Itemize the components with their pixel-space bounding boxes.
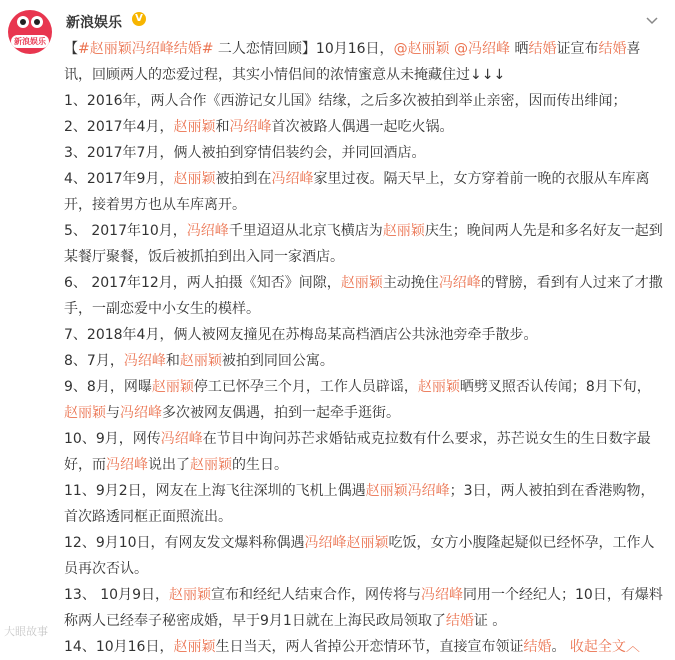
post-paragraph <box>64 140 664 166</box>
avatar-eye-left <box>17 16 29 28</box>
post-text: 的臂膀，看到有人过来了才撒手，一副恋爱中小女生的模样。 <box>64 275 663 317</box>
highlight-link[interactable]: 结婚 <box>598 41 627 57</box>
post-text: 喜讯，回顾两人的恋爱过程，其实小情侣间的浓情蜜意从未掩藏住过↓↓↓ <box>64 41 641 83</box>
avatar-label: 新浪娱乐 <box>11 35 49 48</box>
highlight-link[interactable]: 冯绍峰 <box>123 353 166 369</box>
watermark: 大眼故事 <box>4 625 48 638</box>
post-paragraph <box>64 426 664 478</box>
highlight-link[interactable]: 赵丽颖 <box>340 275 383 291</box>
post-text: 9、8月，网曝 <box>64 379 152 395</box>
post-text: 。 <box>551 639 570 655</box>
post-text: 1、2016年，两人合作《西游记女儿国》结缘，之后多次被拍到举止亲密，因而传出绯闻； <box>64 93 627 109</box>
highlight-link[interactable]: 赵丽颖 <box>179 353 222 369</box>
highlight-link[interactable]: 冯绍峰 <box>186 223 229 239</box>
post-text: 首次被路人偶遇一起吃火锅。 <box>271 119 454 135</box>
highlight-link[interactable]: 冯绍峰 <box>271 171 314 187</box>
post-paragraph <box>64 348 664 374</box>
post-paragraph <box>64 478 664 530</box>
post-text: 7、2018年4月，俩人被网友撞见在苏梅岛某高档酒店公共泳池旁牵手散步。 <box>64 327 538 343</box>
post-text: 被拍到在 <box>215 171 272 187</box>
post-text: 二人恋情回顾】10月16日， <box>213 41 394 57</box>
highlight-link[interactable]: 冯绍峰 <box>438 275 481 291</box>
avatar[interactable] <box>8 10 52 54</box>
post-text: 2、2017年4月， <box>64 119 174 135</box>
post-text: 证 。 <box>473 613 507 629</box>
highlight-link[interactable]: @冯绍峰 <box>454 41 511 57</box>
chevron-down-icon[interactable] <box>645 14 659 28</box>
post-paragraph <box>64 374 664 426</box>
post-paragraph <box>64 582 664 634</box>
post-paragraph <box>64 114 664 140</box>
highlight-link[interactable]: 赵丽颖 <box>151 379 194 395</box>
highlight-link[interactable]: 冯绍峰 <box>229 119 272 135</box>
post-paragraph <box>64 166 664 218</box>
avatar-eye-right <box>31 16 43 28</box>
highlight-link[interactable]: 赵丽颖 <box>173 119 216 135</box>
post-text: 主动挽住 <box>382 275 439 291</box>
post-text: 被拍到同回公寓。 <box>221 353 334 369</box>
post-text: 多次被网友偶遇，拍到一起牵手逛街。 <box>162 405 400 421</box>
verified-badge-icon: V <box>132 12 146 26</box>
post-paragraph <box>64 530 664 582</box>
post-paragraph <box>64 634 664 660</box>
post-body <box>64 36 664 660</box>
highlight-link[interactable]: 赵丽颖 <box>382 223 425 239</box>
highlight-link[interactable]: 冯绍峰 <box>120 405 162 421</box>
highlight-link[interactable]: @赵丽颖 <box>393 41 450 57</box>
highlight-link[interactable]: 冯绍峰赵丽颖 <box>304 535 389 551</box>
highlight-link[interactable]: 赵丽颖 <box>64 405 106 421</box>
post-text: 晒 <box>510 41 529 57</box>
post-text: 13、 10月9日， <box>64 587 169 603</box>
post-text: 和 <box>165 353 180 369</box>
post-text: 停工已怀孕三个月，工作人员辟谣， <box>193 379 418 395</box>
post-text: 4、2017年9月， <box>64 171 174 187</box>
highlight-link[interactable]: 冯绍峰 <box>106 457 148 473</box>
highlight-link[interactable]: 结婚 <box>445 613 474 629</box>
post-text: 11、9月2日，网友在上海飞往深圳的飞机上偶遇 <box>64 483 366 499</box>
post-paragraph <box>64 88 664 114</box>
post-text: ；3日，两人被拍到在香港购物，首次路透同框正面照流出。 <box>64 483 655 525</box>
post-text: 宣布和经纪人结束合作，网传将与 <box>211 587 421 603</box>
post-text: 5、 2017年10月， <box>64 223 187 239</box>
collapse-text-button[interactable]: 收起全文︿ <box>569 639 640 655</box>
post-text: 与 <box>106 405 120 421</box>
topic-link[interactable]: #赵丽颖冯绍峰结婚# <box>78 41 214 57</box>
post-text: 说出了 <box>148 457 190 473</box>
highlight-link[interactable]: 冯绍峰 <box>160 431 203 447</box>
highlight-link[interactable]: 赵丽颖 <box>417 379 460 395</box>
highlight-link[interactable]: 结婚 <box>528 41 557 57</box>
post-text: 同用一个经纪人；10日，有爆料称两人已经奉子秘密成婚，早于9月1日就在上海民政局领取了 <box>64 587 663 629</box>
post-text: 吃饭，女方小腹隆起疑似已经怀孕，工作人员再次否认。 <box>64 535 655 577</box>
post-paragraph <box>64 270 664 322</box>
post-header <box>0 0 675 46</box>
highlight-link[interactable]: 赵丽颖 <box>190 457 232 473</box>
post-text: 14、10月16日， <box>64 639 174 655</box>
highlight-link[interactable]: 赵丽颖冯绍峰 <box>365 483 450 499</box>
post-text: 家里过夜。隔天早上，女方穿着前一晚的衣服从车库离开，接着男方也从车库离开。 <box>64 171 650 213</box>
post-text: 8、7月， <box>64 353 124 369</box>
post-paragraph <box>64 322 664 348</box>
post-paragraph <box>64 218 664 270</box>
post-text: 证宣布 <box>556 41 599 57</box>
highlight-link[interactable]: 赵丽颖 <box>173 171 216 187</box>
post-text: 晒劈叉照否认传闻；8月下旬， <box>459 379 651 395</box>
highlight-link[interactable]: 结婚 <box>523 639 552 655</box>
post-text: 在节目中询问苏芒求婚钻戒克拉数有什么要求，苏芒说女生的生日数字最好，而 <box>64 431 651 473</box>
post-text: 3、2017年7月，俩人被拍到穿情侣装约会，并同回酒店。 <box>64 145 426 161</box>
post-paragraph <box>64 36 664 88</box>
post-text: 庆生；晚间两人先是和多名好友一起到某餐厅聚餐，饭后被抓拍到出入同一家酒店。 <box>64 223 663 265</box>
post-text: 和 <box>215 119 230 135</box>
post-text: 6、 2017年12月，两人拍摄《知否》间隙， <box>64 275 341 291</box>
post-text: 的生日。 <box>232 457 288 473</box>
post-text: 千里迢迢从北京飞横店为 <box>228 223 383 239</box>
highlight-link[interactable]: 赵丽颖 <box>173 639 216 655</box>
post-text: 12、9月10日，有网友发文爆料称偶遇 <box>64 535 305 551</box>
post-text: 10、9月，网传 <box>64 431 161 447</box>
highlight-link[interactable]: 冯绍峰 <box>421 587 463 603</box>
post-text: 生日当天，两人省掉公开恋情环节，直接宣布领证 <box>215 639 524 655</box>
account-name[interactable]: 新浪娱乐 <box>66 15 122 31</box>
highlight-link[interactable]: 赵丽颖 <box>169 587 211 603</box>
post-text: 【 <box>64 41 78 57</box>
